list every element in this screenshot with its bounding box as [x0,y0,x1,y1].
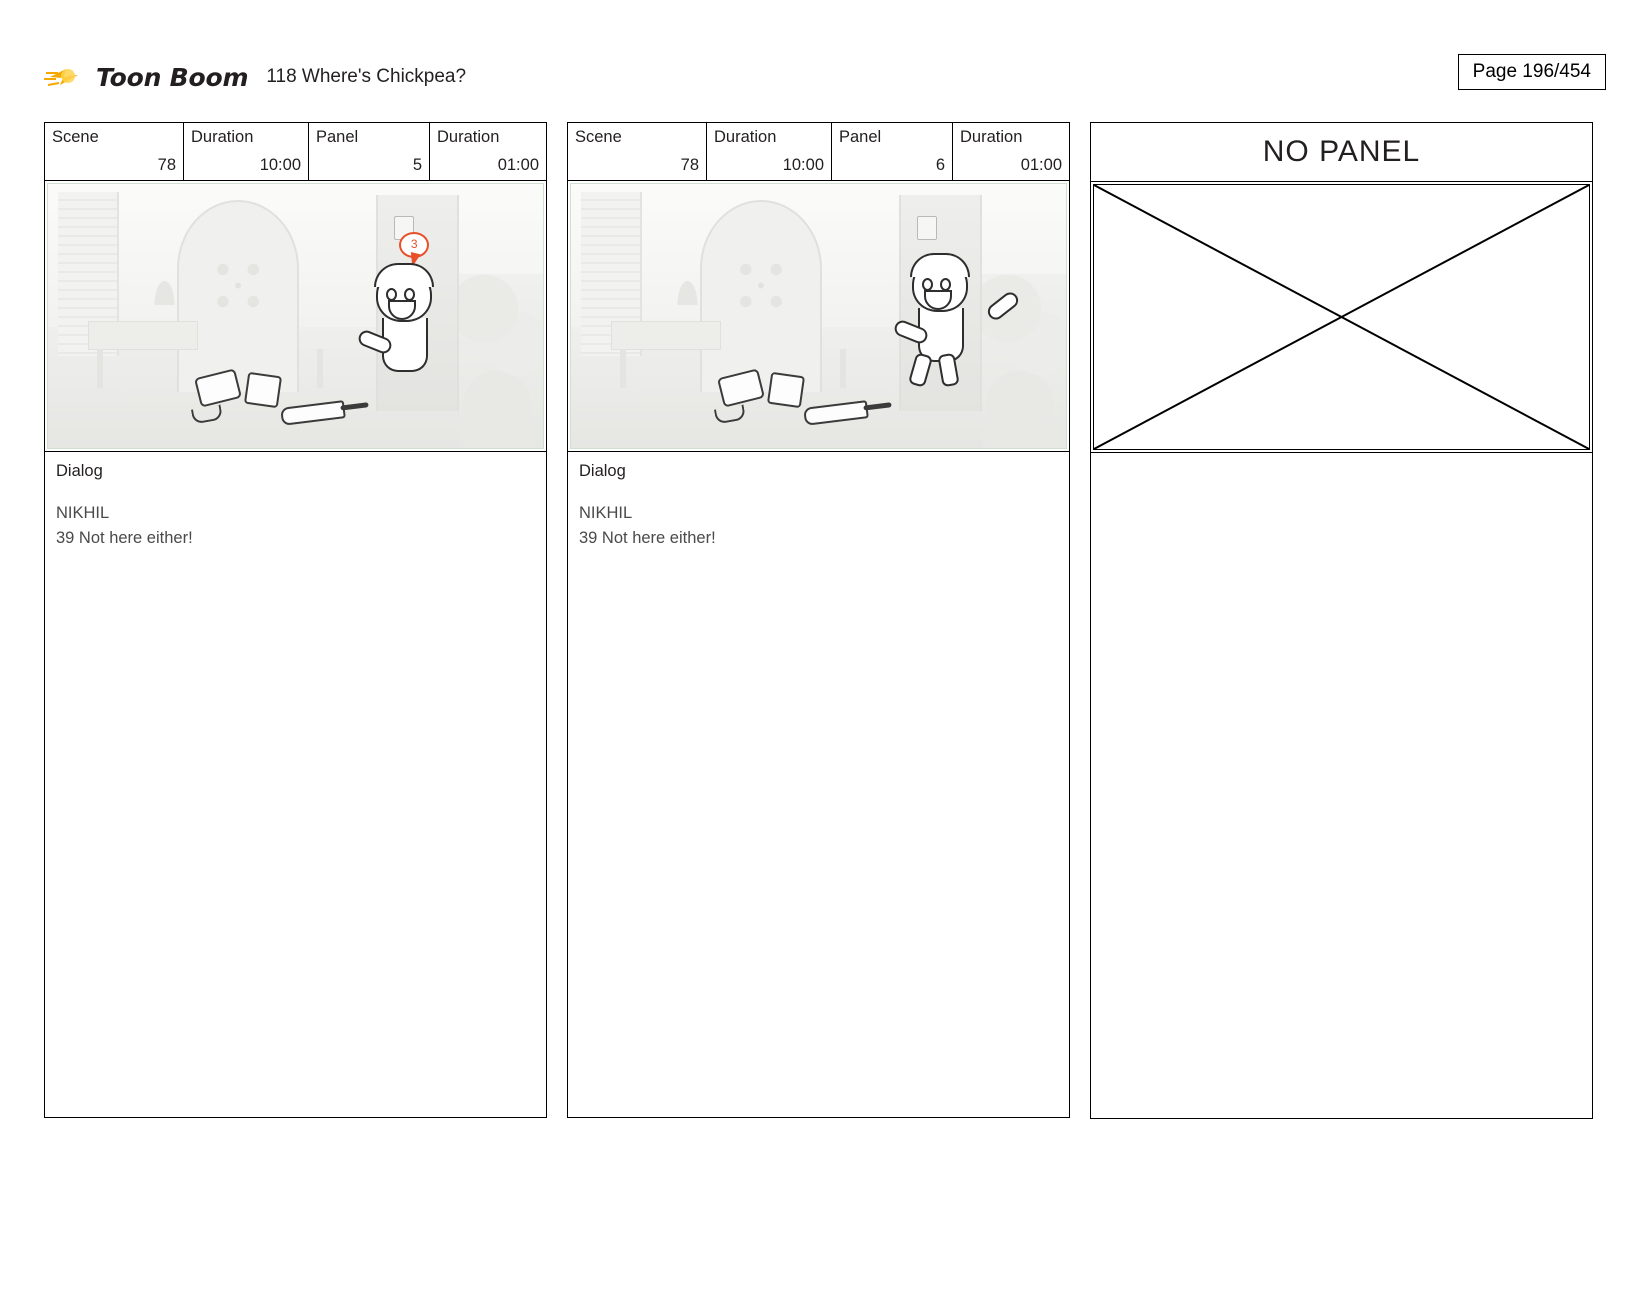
brand [44,61,248,93]
dialog-character: NIKHIL [56,504,110,522]
panel-column-1 [44,122,547,1119]
scene-duration-label: Duration [191,128,254,146]
panel-info-table-1 [44,122,547,180]
brand-name: Toon Boom [96,62,249,92]
panel-duration-label: Duration [960,128,1023,146]
panel-label: Panel [316,128,359,146]
character-eye-right [940,278,951,291]
panel-value: 6 [935,156,945,174]
scene-duration-cell [184,123,309,180]
panel-info-table-2 [567,122,1070,180]
dialog-line: 39 Not here either! [579,529,716,547]
scene-value: 78 [157,156,176,174]
panel-duration-value: 01:00 [497,156,539,174]
scene-value: 78 [680,156,699,174]
panel-value: 5 [412,156,422,174]
panel-image-2[interactable] [567,180,1070,452]
panel-duration-cell [430,123,546,180]
no-panel-placeholder [1090,181,1593,453]
scene-duration-label: Duration [714,128,777,146]
bench [611,321,722,349]
scene-duration-value: 10:00 [259,156,301,174]
document-title: 118 Where's Chickpea? [266,66,467,87]
sun-icon [44,61,88,93]
dialog-heading: Dialog [579,462,626,480]
no-panel-column [1090,122,1593,1119]
no-panel-title: NO PANEL [1262,135,1421,168]
panel-duration-cell [953,123,1069,180]
scene-cell [568,123,707,180]
cup-object [767,372,805,408]
dialog-box-2 [567,452,1070,1118]
dialog-box-1 [44,452,547,1118]
scene-cell [45,123,184,180]
scene-duration-value: 10:00 [782,156,824,174]
character-nikhil [370,268,444,378]
panel-image-1[interactable] [44,180,547,452]
scene-duration-cell [707,123,832,180]
panel-label: Panel [839,128,882,146]
dialog-heading: Dialog [56,462,103,480]
bench [88,321,199,349]
no-panel-header [1090,122,1593,181]
panel-duration-value: 01:00 [1020,156,1062,174]
dialog-character: NIKHIL [579,504,633,522]
arch-window [700,200,823,392]
speech-bubble-icon: 3 [399,232,429,258]
page-header [44,46,1606,108]
panel-duration-label: Duration [437,128,500,146]
panel-cell [832,123,953,180]
panel-column-2 [567,122,1070,1119]
panel-artwork [47,183,544,449]
panel-columns [44,122,1606,1119]
wall-outlet-icon [917,216,937,240]
plant [670,263,705,305]
arch-window [177,200,300,392]
character-nikhil [906,258,1002,378]
no-panel-body [1090,453,1593,1119]
scene-label: Scene [575,128,622,146]
no-panel-cross [1093,184,1590,450]
panel-cell [309,123,430,180]
rubble [459,274,543,448]
dialog-line: 39 Not here either! [56,529,193,547]
character-eye-left [922,278,933,291]
page-number-badge: Page 196/454 [1458,54,1606,90]
cup-object [244,372,282,408]
scene-label: Scene [52,128,99,146]
plant [147,263,182,305]
panel-artwork [570,183,1067,449]
